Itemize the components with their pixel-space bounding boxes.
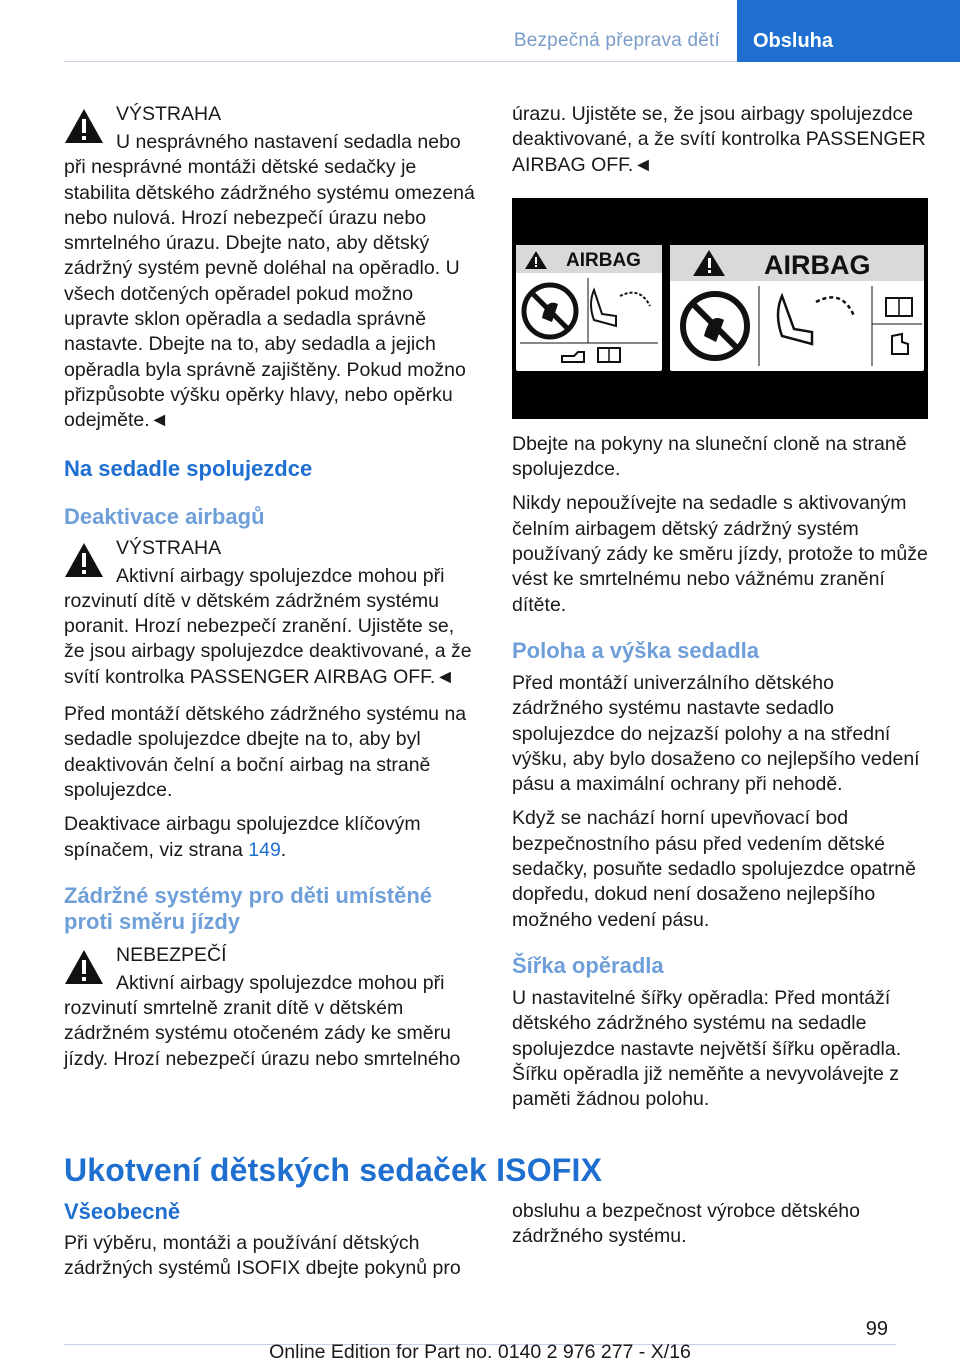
danger-triangle-icon [64,949,104,985]
paragraph: Když se nachází horní upevňovací bod bezpečnostního pásu před vedením dětské sedačky, posuňte sedadlo spolujezdce opatrně dopředu, dokud není dosaženo nejlepšího možného vedení pásu. [512,807,916,931]
page-link[interactable]: 149 [248,838,281,861]
right-column [512,102,928,1121]
subsection-title: Poloha a výška sedadla [512,637,760,663]
warning-block [64,536,480,690]
section-title: Na sedadle spolujezdce [64,455,313,481]
subsection-title: Deaktivace airbagů [64,503,265,529]
isofix-left [64,1199,480,1291]
airbag-label-illustration [512,198,928,419]
subsection-title: Zádržné systémy pro děti umístěné proti směru jízdy [64,882,432,934]
warning-heading: VÝSTRAHA [116,536,222,559]
warning-triangle-icon [64,542,104,578]
danger-heading: NEBEZPEČÍ [116,943,227,966]
airbag-label-figure [512,198,928,419]
paragraph: Nikdy nepoužívejte na sedadle s aktivovaným čelním airbagem dětský zádržný systém používaný zády ke směru jízdy, protože to může vést ke smrtelnému nebo vážnému zranění dítěte. [512,492,928,616]
warning-triangle-icon [64,108,104,144]
tab-obsluha[interactable]: Obsluha [737,0,960,62]
paragraph: U nastavitelné šířky opěradla: Před montáží dětského zádržného systému na sedadle spolujezdce nastavte největší šířku opěradla. Šířku opěradla již neměňte a nevyvolávejte z paměti žádnou polohu. [512,986,902,1111]
left-column [64,102,480,1072]
breadcrumb: Bezpečná přeprava dětí [513,30,720,51]
header-divider [64,61,737,62]
page-number: 99 [865,1318,888,1340]
paragraph: obsluhu a bezpečnost výrobce dětského zádržného systému. [512,1200,860,1248]
paragraph: Před montáží dětského zádržného systému na sedadle spolujezdce dbejte na to, aby byl deaktivován čelní a boční airbag na straně spolujezdce. [64,703,467,801]
warning-block [64,102,480,434]
chapter-title: Ukotvení dětských sedaček ISOFIX [64,1152,603,1188]
warning-text: Aktivní airbagy spolujezdce mohou při rozvinutí dítě v dětském zádržném systému poranit. Hrozí nebezpečí zranění. Ujistěte se, že jsou airbagy spolujezdce deaktivované, a že svítí kontrolka PASSENGER AIRBAG OFF.◄ [64,564,472,688]
paragraph: Při výběru, montáži a používání dětských zádržných systémů ISOFIX dbejte pokynů pro [64,1232,461,1280]
danger-text: Aktivní airbagy spolujezdce mohou při rozvinutí smrtelně zranit dítě v dětském zádržném systému otočeném zády ke směru jízdy. Hrozí nebezpečí úrazu nebo smrtelného [64,971,461,1070]
figure-label-small: AIRBAG [566,249,641,271]
paragraph [64,812,480,863]
paragraph: Před montáží univerzálního dětského zádržného systému nastavte sedadlo spolujezdce do nejzazší polohy a na střední výšku, aby bylo dosaženo co nejlepšího vedení pásu a maximální ochrany při nehodě. [512,671,920,796]
page-header [0,0,960,62]
figure-label-large: AIRBAG [764,249,871,280]
subsection-title: Všeobecně [64,1199,181,1224]
paragraph-text: Deaktivace airbagu spolujezdce klíčovým spínačem, viz strana [64,813,421,861]
danger-block [64,943,480,1072]
paragraph: Dbejte na pokyny na sluneční cloně na straně spolujezdce. [512,432,907,481]
isofix-right [512,1199,928,1259]
warning-text: U nesprávného nastavení sedadla nebo při nesprávné montáži dětské sedačky je stabilita dětského zádržného systému omezená nebo nulová. Hrozí nebezpečí úrazu nebo smrtelného úrazu. Dbejte nato, aby dětský zádržný systém pevně doléhal na opěradlo. U všech dotčených opěradel pokud možno upravte sklon opěradla a sedadla správně nastavte. Dbejte na to, aby sedadla a jejich opěradla byla správně zajištěny. Pokud možno přizpůsobte výšku opěrky hlavy, nebo opěrku odejměte.◄ [64,131,475,432]
warning-heading: VÝSTRAHA [116,103,222,125]
paragraph-text: . [280,838,287,861]
paragraph: úrazu. Ujistěte se, že jsou airbagy spolujezdce deaktivované, a že svítí kontrolka PASSENGER AIRBAG OFF.◄ [512,103,926,176]
edition-note: Online Edition for Part no. 0140 2 976 277 - X/16 [269,1341,691,1362]
subsection-title: Šířka opěradla [512,952,664,978]
